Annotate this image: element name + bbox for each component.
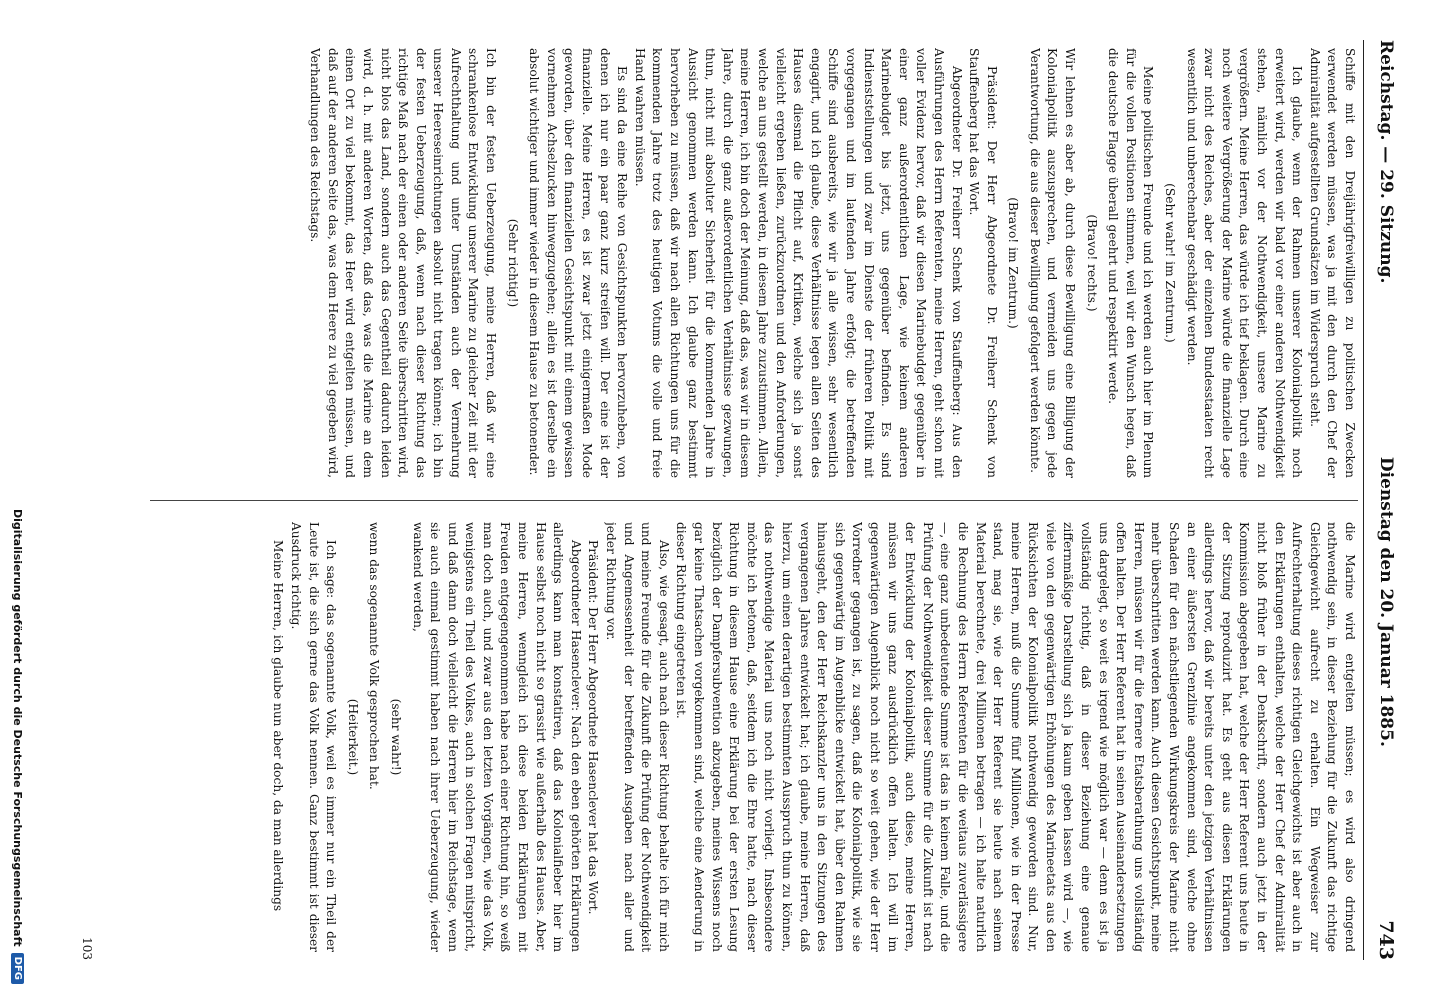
paragraph: Meine Herren, ich glaube nun aber doch, da man allerdings — [271, 540, 286, 912]
text-column-left — [60, 48, 1358, 478]
paragraph: wenn das sogenannte Volk gesprochen hat. — [367, 522, 382, 790]
paragraph: Abgeordneter Dr. Freiherr Schenk von Stauffenberg: Aus den Ausführungen des Herrn Referenten, meine Herren, geht schon mit voller Evidenz hervor, daß wir diesen Marinebudget gegenüber in einer ganz außerordentlichen Lage, wie keinem anderen Marinebudget bis jetzt, uns gegenüber befinden. Es sind Indienststellungen und zwar im Dienste der früheren Politik mit vorgegangen und im laufenden Jahre erfolgt; die betreffenden Schiffe sind ausbereits, wie wir ja alle wissen, sehr wesentlich engagirt, und ich glaube, diese Verhältnisse legen allen Seiten des Hauses diesmal die Pflicht auf, Kritiken, welche sich ja sonst vielleicht ergeben ließen, zurückzuordnen und den Anforderungen, welche an uns gestellt werden, in diesem Jahre zuzustimmen. Allein, meine Herren, ich bin doch der Meinung, daß das, was wir in diesem Jahre, durch die ganz außerordentlichen Verhältnisse gezwungen, thun, nicht mit absoluter Sicherheit für die kommenden Jahre in Aussicht genommen werden kann. Ich glaube ganz bestimmt hervorheben zu müssen, daß wir nach allen Richtungen uns für die kommenden Jahre trotz des heutigen Votums die volle und freie Hand wahren müssen. — [632, 48, 964, 478]
paragraph: Ich sage: das sogenannte Volk, weil es immer nur ein Theil der Leute ist, die sich gerne das Volk nennen. Ganz bestimmt ist dieser Ausdruck richtig. — [288, 522, 339, 952]
paragraph: Also, wie gesagt, auch nach dieser Richtung behalte ich für mich und meine Freunde für die Zukunft die Prüfung der Nothwendigkeit und Angemessenheit der betreffenden Ausgaben nach aller und jeder Richtung vor. — [604, 522, 671, 952]
interjection: (Bravo! rechts.) — [1084, 214, 1099, 312]
interjection: (sehr wahr!) — [388, 698, 403, 776]
interjection: (Bravo! im Zentrum.) — [1006, 197, 1021, 329]
interjection: (Sehr wahr! im Zentrum.) — [1163, 183, 1178, 343]
catchword: 103 — [80, 937, 94, 960]
paragraph: Es sind da eine Reihe von Gesichtspunkten hervorzuheben, von denen ich nur ein paar ganz kurz streifen will. Der eine ist der finanzielle. Meine Herren, es ist zwar jetzt einigermaßen Mode geworden, über den finanziellen Gesichtspunkt mit einem gewissen vornehmen Achselzucken hinwegzugehen; allein es ist derselbe ein absolut wichtiger und immer wieder in diesem Hause zu betonender. — [527, 48, 630, 478]
paragraph: Ich glaube, wenn der Rahmen unserer Kolonialpolitik noch erweitert wird, werden wir bald vor einer anderen Nothwendigkeit stehen, nämlich vor der Nothwendigkeit, unsere Marine zu vergrößern. Meine Herren, das würde ich tief beklagen. Durch eine noch weitere Vergrößerung der Marine würde die finanzielle Lage zwar nicht des Reiches, aber der einzelnen Bundesstaaten recht wesentlich und unberechenbar geschädigt werden. — [1184, 48, 1305, 478]
page-header — [1366, 40, 1406, 960]
paragraph: Meine politischen Freunde und ich werden auch hier im Plenum für die vollen Positionen stimmen, weil wir den Wunsch hegen, daß die deutsche Flagge überall geehrt und respektirt werde. — [1106, 48, 1156, 478]
column-divider — [150, 500, 1358, 501]
paragraph: Ich bin der festen Ueberzeugung, meine Herren, daß wir eine schrankenlose Entwicklung unserer Marine zu gleicher Zeit mit der Aufrechthaltung und unter Umständen auch der Vermehrung unserer Heereseinrichtungen absolut nicht tragen können; ich bin der festen Ueberzeugung, daß, wenn nach dieser Richtung das richtige Maß nach der einen oder anderen Seite überschritten wird, nicht blos das Land, sondern auch das Gegentheil dadurch leiden wird, d. h. mit anderen Worten, daß das, was die Marine an dem einen Ort zu viel bekommt, das Heer wird entgelten müssen, und daß auf der anderen Seite das, was dem Heere zu viel gegeben wird, Verhandlungen des Reichstags. — [308, 48, 499, 478]
header-session: Reichstag. — 29. Sitzung. — [1376, 40, 1396, 284]
digitization-credit — [6, 0, 30, 1000]
dfg-logo: DFG — [12, 953, 25, 984]
page-number: 743 — [1375, 920, 1397, 960]
text-column-right — [60, 522, 1358, 952]
paragraph: Schiffe mit den Dreijährigfreiwilligen zu politischen Zwecken verwendet werden müssen, was ja mit den durch den Chef der Admiralität aufgestellten Grundsätzen im Widerspruch steht. — [1307, 48, 1357, 478]
paragraph: Präsident: Der Herr Abgeordnete Hasenclever hat das Wort. — [586, 540, 601, 915]
paragraph: Wir lehnen es aber ab, durch diese Bewilligung eine Billigung der Kolonialpolitik auszusprechen, und vermeiden uns gegen jede Verantwortung, die aus dieser Bewilligung gefolgert werden könnte. — [1027, 48, 1078, 478]
interjection: (Sehr richtig!) — [505, 218, 520, 308]
paragraph: Abgeordneter Hasenclever: Nach den eben gehörten Erklärungen allerdings kann man konstatiren, daß das Kolonialfieber hier im Hause selbst noch nicht so grassirt wie außerhalb des Hauses. Aber, meine Herren, wenngleich ich diese beiden Erklärungen mit Freuden entgegengenommen habe nach einer Richtung hin, so weiß man doch auch, und zwar aus den letzten Vorgängen, wie das Volk, wenigstens ein Theil des Volkes, auch in solchen Fragen mitspricht, und daß dann doch vielleicht die Herren hier im Reichstage, wenn sie auch einmal gestimmt haben nach ihrer Ueberzeugung, wieder wankend werden, — [410, 522, 583, 952]
interjection: (Heiterkeit.) — [345, 698, 360, 776]
credit-text: Digitalisierung gefördert durch die Deutsche Forschungsgemeinschaft — [11, 508, 25, 947]
paragraph: Präsident: Der Herr Abgeordnete Dr. Freiherr Schenk von Stauffenberg hat das Wort. — [967, 48, 999, 478]
header-rule — [1363, 40, 1364, 960]
paragraph: die Marine wird entgelten müssen; es wird also dringend nothwendig sein, in dieser Beziehung für die Zukunft das richtige Gleichgewicht aufrecht zu erhalten. Ein Wegweiser zur Aufrechterhaltung dieses richtigen Gleichgewichts ist aber auch in den Erklärungen enthalten, welche der Herr Chef der Admiralität nicht bloß früher in der Denkschrift, sondern auch jetzt in der Kommission abgegeben hat, welche der Herr Referent uns heute in der Sitzung reproduzirt hat. Es geht aus diesen Erklärungen allerdings hervor, daß wir bereits unter den jetzigen Verhältnissen an einer äußersten Grenzlinie angekommen sind, welche ohne Schaden für den nächstliegenden Wirkungskreis der Marine nicht mehr überschritten werden kann. Auch diesen Gesichtspunkt, meine Herren, müssen wir für die fernere Etatsberathung uns vollständig offen halten. Der Herr Referent hat in seinen Auseinandersetzungen uns dargelegt, so weit es irgend wie möglich war — denn es ist ja vollständig richtig, daß in dieser Beziehung eine genaue ziffernmäßige Darstellung sich ja kaum geben lassen wird —, wie viele von den gegenwärtigen Erhöhungen des Marineetats aus den Rücksichten der Kolonialpolitik nothwendig geworden sind. Nur, meine Herren, muß die Summe fünf Millionen, wie in der Presse stand, mag sie, wie der Herr Referent sie heute nach seinem Material berechnete, drei Millionen betragen — ich halte naturlich die Rechnung des Herrn Referenten für die weitaus zuverlässigere —, eine ganz unbedeutende Summe ist das in keinem Falle, und die Prüfung der Nothwendigkeit dieser Summe für die Zukunft ist nach der Entwicklung der Kolonialpolitik, auch diese, meine Herren, müssen wir uns ganz ausdrücklich offen halten. Ich will im gegenwärtigen Augenblick noch nicht so weit gehen, wie der Herr Vorredner gegangen ist, zu sagen, daß die Kolonialpolitik, wie sie sich gegenwärtig im Augenblicke entwickelt hat, über den Rahmen hinausgeht, den der Herr Reichskanzler uns in den Sitzungen des vergangenen Jahres entwickelt hat; ich glaube, meine Herren, daß hierzu, um einen derartigen bestimmten Ausspruch thun zu können, das nothwendige Material uns noch nicht vorliegt. Insbesondere möchte ich betonen, daß, seitdem ich die Ehre hatte, nach dieser Richtung in diesem Hause eine Erklärung bei der ersten Lesung bezüglich der Dampfersubvention abzugeben, meines Wissens noch gar keine Thatsachen vorgekommen sind, welche eine Aenderung in dieser Richtung eingetreten ist. — [674, 522, 1357, 952]
header-date: Dienstag den 20. Januar 1885. — [1376, 456, 1396, 747]
